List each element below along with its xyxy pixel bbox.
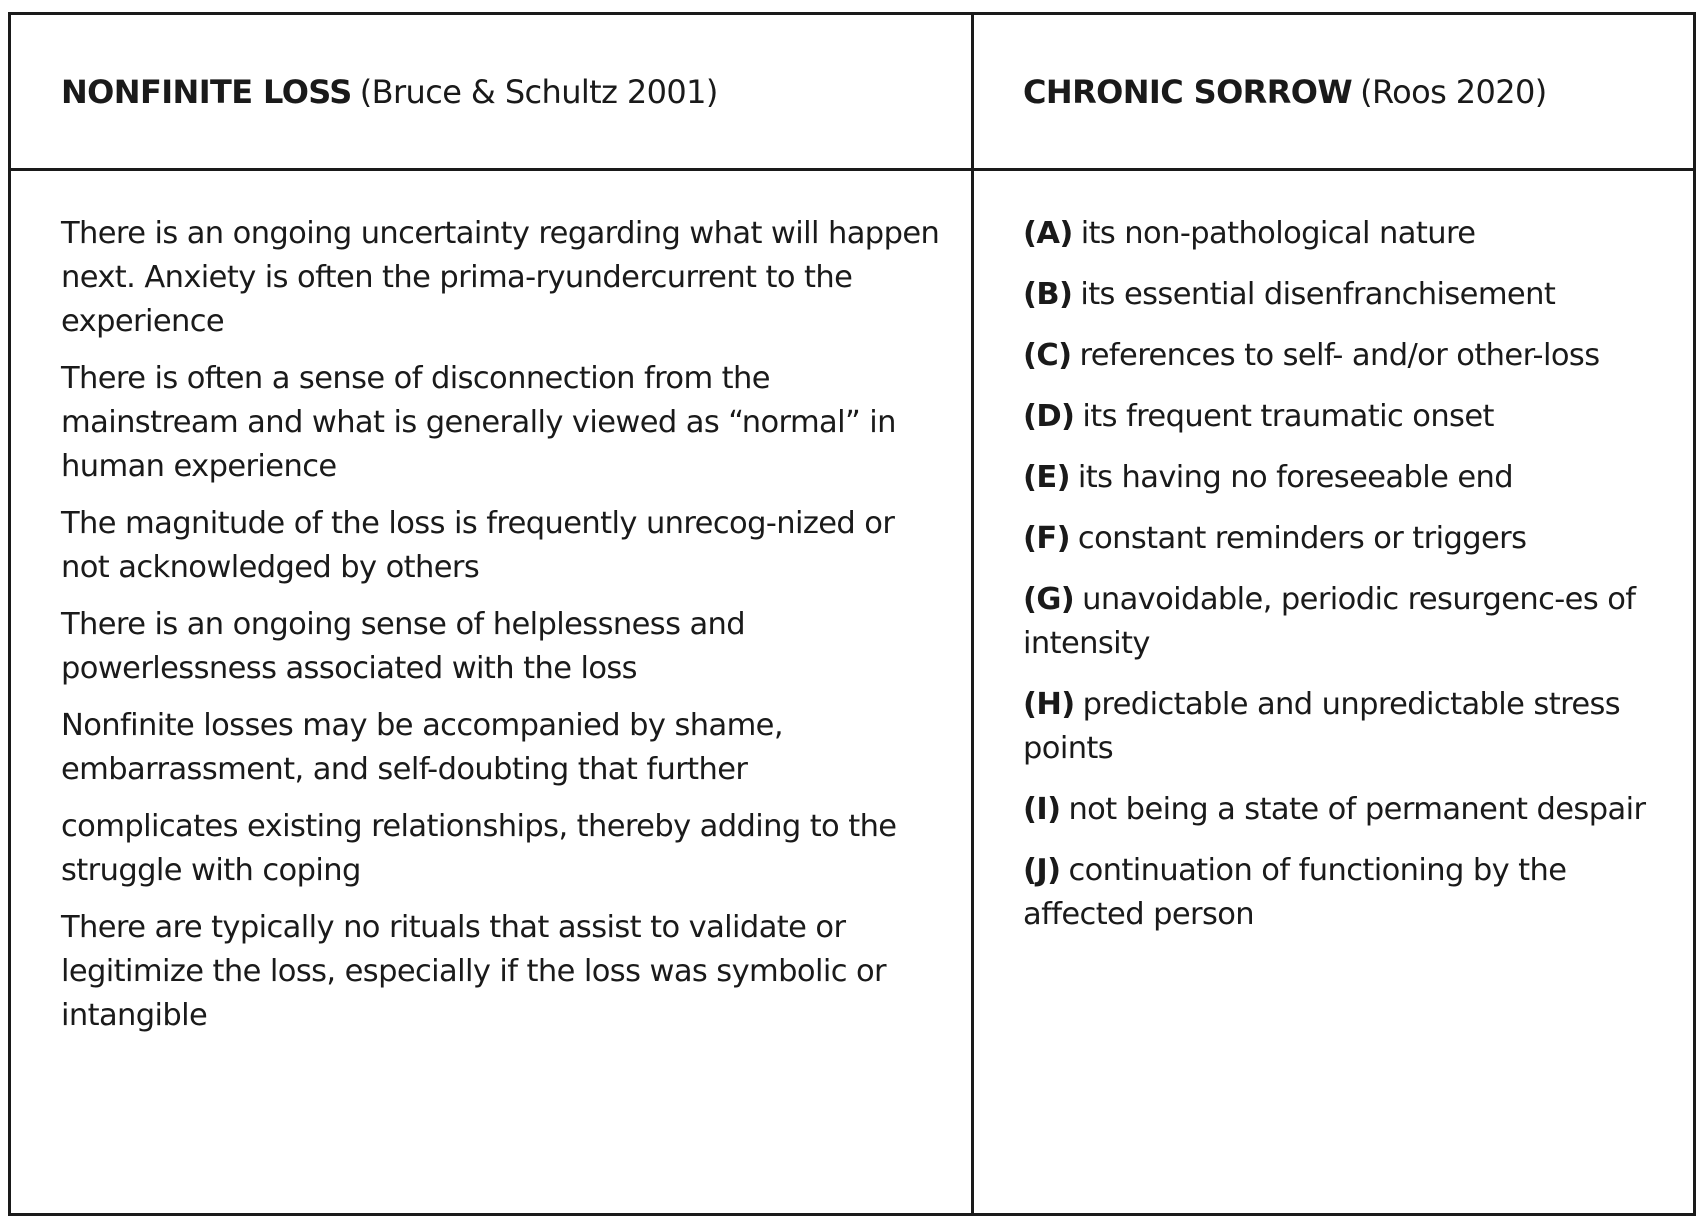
item-text: its non-pathological nature: [1080, 216, 1476, 251]
header-divider: [11, 168, 1693, 171]
item-text: unavoidable, periodic resurgenc-es of intensity: [1023, 582, 1636, 661]
item-text: its essential disenfranchisement: [1080, 277, 1556, 312]
item-text: not being a state of permanent despair: [1068, 792, 1646, 827]
list-item: [1023, 456, 1683, 500]
item-letter: (J): [1023, 853, 1061, 888]
header-right-title: CHRONIC SORROW: [1023, 72, 1353, 111]
item-text: predictable and unpredictable stress points: [1023, 687, 1621, 766]
list-item: [1023, 578, 1683, 666]
list-item: [1023, 849, 1683, 937]
item-text: its having no foreseeable end: [1077, 460, 1514, 495]
item-letter: (D): [1023, 399, 1075, 434]
item-letter: (A): [1023, 216, 1073, 251]
list-item: There is often a sense of disconnection from the mainstream and what is generally viewed as “normal” in human experience: [61, 361, 896, 484]
list-item: [1023, 517, 1683, 561]
column-divider: [971, 15, 974, 1213]
item-text: continuation of functioning by the affected person: [1023, 853, 1567, 932]
list-item: [1023, 788, 1683, 832]
item-text: constant reminders or triggers: [1077, 521, 1527, 556]
list-item: complicates existing relationships, thereby adding to the struggle with coping: [61, 809, 897, 888]
item-letter: (I): [1023, 792, 1061, 827]
chronic-sorrow-list: [1023, 212, 1683, 954]
item-letter: (B): [1023, 277, 1073, 312]
list-item: The magnitude of the loss is frequently unrecog-nized or not acknowledged by others: [61, 506, 895, 585]
header-left-title: NONFINITE LOSS: [61, 72, 352, 111]
item-text: references to self- and/or other-loss: [1079, 338, 1600, 373]
item-letter: (F): [1023, 521, 1070, 556]
list-item: There are typically no rituals that assist to validate or legitimize the loss, especially if the loss was symbolic or intangible: [61, 910, 886, 1033]
header-left-citation: (Bruce & Schultz 2001): [359, 72, 718, 111]
list-item: [1023, 273, 1683, 317]
nonfinite-loss-list: [61, 212, 941, 1051]
comparison-table: [8, 12, 1696, 1216]
header-right-citation: (Roos 2020): [1360, 72, 1547, 111]
item-text: its frequent traumatic onset: [1082, 399, 1494, 434]
list-item: Nonfinite losses may be accompanied by shame, embarrassment, and self-doubting that further: [61, 708, 783, 787]
list-item: There is an ongoing sense of helplessness and powerlessness associated with the loss: [61, 607, 746, 686]
list-item: There is an ongoing uncertainty regarding what will happen next. Anxiety is often the prima-ryundercurrent to the experience: [61, 216, 940, 339]
list-item: [1023, 334, 1683, 378]
item-letter: (H): [1023, 687, 1075, 722]
item-letter: (G): [1023, 582, 1075, 617]
list-item: [1023, 212, 1683, 256]
list-item: [1023, 395, 1683, 439]
header-chronic-sorrow: [1023, 15, 1547, 168]
list-item: [1023, 683, 1683, 771]
header-nonfinite-loss: [61, 15, 718, 168]
item-letter: (C): [1023, 338, 1072, 373]
item-letter: (E): [1023, 460, 1070, 495]
